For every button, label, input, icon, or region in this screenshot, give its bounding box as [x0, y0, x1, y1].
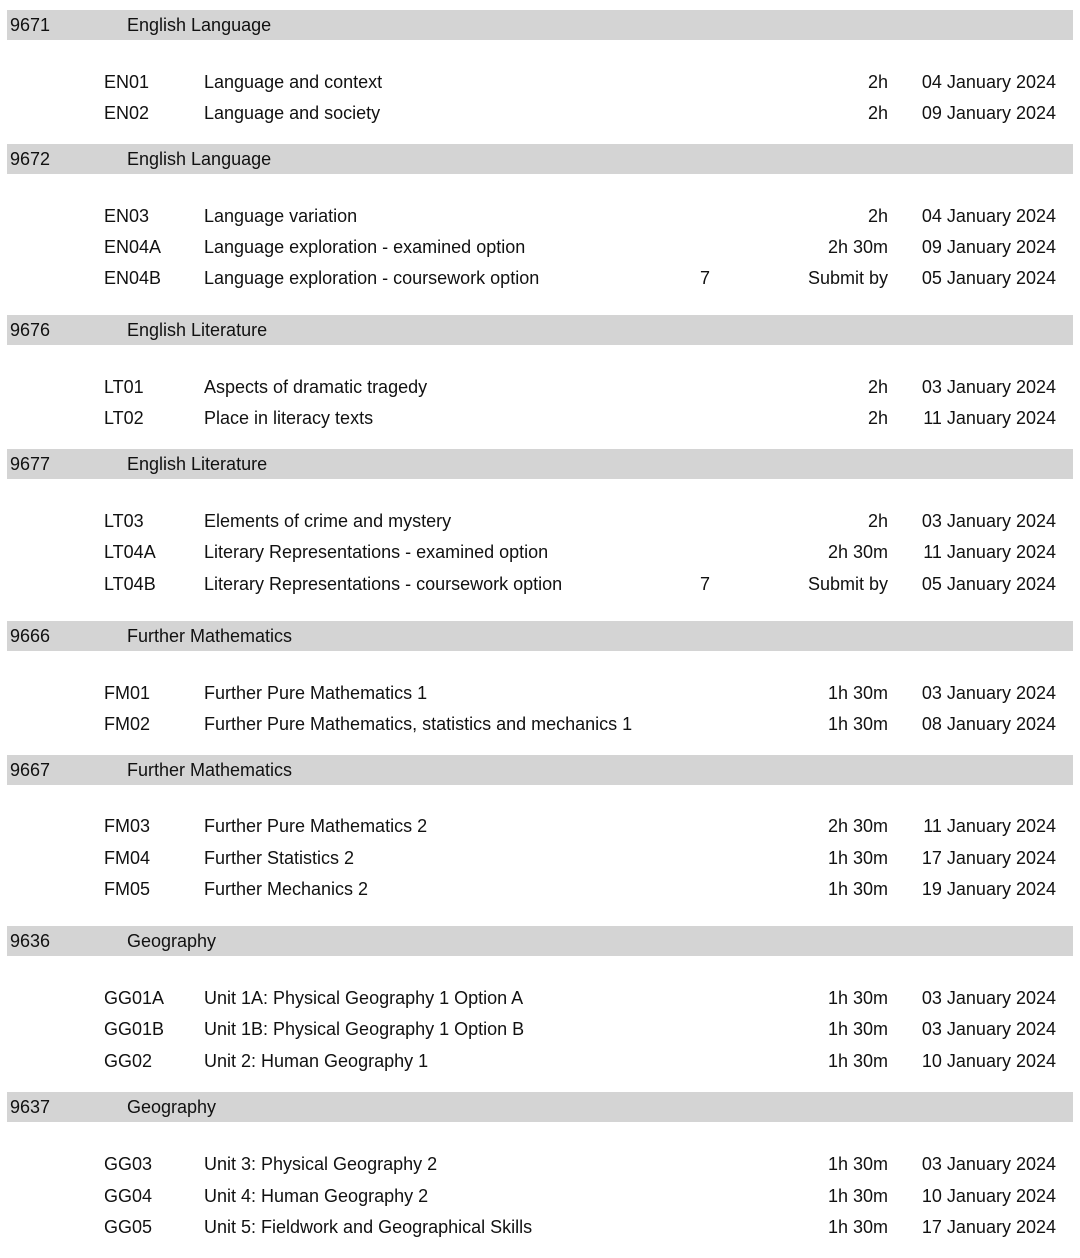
paper-coursework-note: 7 — [700, 574, 711, 594]
paper-title: Aspects of dramatic tragedy — [204, 377, 428, 397]
subject-code: 9672 — [10, 149, 51, 169]
paper-date: 08 January 2024 — [921, 714, 1056, 734]
paper-row — [0, 846, 1080, 870]
paper-duration: 1h 30m — [827, 848, 888, 868]
subject-title: Geography — [127, 1097, 217, 1117]
paper-title: Language and society — [204, 103, 381, 123]
subject-code: 9666 — [10, 626, 51, 646]
paper-date: 04 January 2024 — [921, 72, 1056, 92]
paper-date: 03 January 2024 — [921, 1154, 1056, 1174]
paper-date: 17 January 2024 — [921, 848, 1056, 868]
paper-row — [0, 235, 1080, 259]
paper-row — [0, 509, 1080, 533]
subject-title: English Language — [127, 15, 272, 35]
paper-title: Literary Representations - coursework option — [204, 574, 563, 594]
paper-date: 03 January 2024 — [921, 988, 1056, 1008]
paper-duration: 1h 30m — [827, 879, 888, 899]
paper-date: 03 January 2024 — [921, 683, 1056, 703]
paper-date: 05 January 2024 — [921, 268, 1056, 288]
paper-date: 11 January 2024 — [923, 542, 1056, 562]
paper-duration: 2h — [867, 511, 888, 531]
paper-duration: 1h 30m — [827, 1051, 888, 1071]
paper-row — [0, 1017, 1080, 1041]
paper-date: 10 January 2024 — [921, 1051, 1056, 1071]
paper-duration: Submit by — [807, 268, 888, 288]
paper-duration: 2h — [867, 206, 888, 226]
paper-duration: 2h — [867, 103, 888, 123]
paper-code: EN02 — [104, 103, 150, 123]
paper-duration: 2h 30m — [827, 237, 888, 257]
paper-row — [0, 1152, 1080, 1176]
paper-row — [0, 70, 1080, 94]
paper-row — [0, 1215, 1080, 1239]
paper-title: Further Statistics 2 — [204, 848, 355, 868]
paper-title: Unit 5: Fieldwork and Geographical Skills — [204, 1217, 533, 1237]
paper-title: Language exploration - examined option — [204, 237, 526, 257]
subject-title: Geography — [127, 931, 217, 951]
paper-code: EN04A — [104, 237, 162, 257]
paper-duration: 1h 30m — [827, 1186, 888, 1206]
paper-code: LT02 — [104, 408, 144, 428]
paper-date: 09 January 2024 — [921, 103, 1056, 123]
paper-coursework-note: 7 — [700, 268, 711, 288]
subject-title: Further Mathematics — [127, 760, 293, 780]
paper-title: Further Pure Mathematics 1 — [204, 683, 428, 703]
paper-title: Elements of crime and mystery — [204, 511, 452, 531]
subject-header — [7, 144, 1073, 174]
paper-row — [0, 681, 1080, 705]
paper-title: Unit 2: Human Geography 1 — [204, 1051, 429, 1071]
paper-code: GG02 — [104, 1051, 153, 1071]
paper-duration: 2h — [867, 377, 888, 397]
paper-row — [0, 266, 1080, 290]
paper-title: Language and context — [204, 72, 383, 92]
paper-title: Further Pure Mathematics, statistics and mechanics 1 — [204, 714, 633, 734]
paper-title: Literary Representations - examined option — [204, 542, 549, 562]
subject-header — [7, 10, 1073, 40]
paper-code: EN04B — [104, 268, 162, 288]
paper-title: Language exploration - coursework option — [204, 268, 540, 288]
paper-row — [0, 204, 1080, 228]
paper-code: FM04 — [104, 848, 151, 868]
subject-header — [7, 315, 1073, 345]
subject-header — [7, 755, 1073, 785]
paper-code: LT04B — [104, 574, 156, 594]
paper-date: 05 January 2024 — [921, 574, 1056, 594]
paper-code: EN03 — [104, 206, 150, 226]
paper-row — [0, 1049, 1080, 1073]
subject-title: English Literature — [127, 320, 268, 340]
subject-code: 9677 — [10, 454, 51, 474]
paper-title: Further Pure Mathematics 2 — [204, 816, 428, 836]
paper-duration: 2h 30m — [827, 542, 888, 562]
paper-duration: 1h 30m — [827, 988, 888, 1008]
paper-duration: 1h 30m — [827, 1217, 888, 1237]
subject-code: 9676 — [10, 320, 51, 340]
paper-date: 04 January 2024 — [921, 206, 1056, 226]
subject-code: 9637 — [10, 1097, 51, 1117]
paper-code: GG01A — [104, 988, 165, 1008]
paper-date: 03 January 2024 — [921, 511, 1056, 531]
paper-duration: 2h — [867, 72, 888, 92]
paper-code: GG03 — [104, 1154, 153, 1174]
subject-header — [7, 449, 1073, 479]
subject-title: English Literature — [127, 454, 268, 474]
paper-title: Unit 3: Physical Geography 2 — [204, 1154, 438, 1174]
paper-code: EN01 — [104, 72, 150, 92]
subject-title: English Language — [127, 149, 272, 169]
subject-header — [7, 621, 1073, 651]
paper-code: GG04 — [104, 1186, 153, 1206]
subject-code: 9671 — [10, 15, 51, 35]
paper-code: FM05 — [104, 879, 151, 899]
paper-row — [0, 406, 1080, 430]
subject-code: 9636 — [10, 931, 51, 951]
paper-duration: Submit by — [807, 574, 888, 594]
paper-date: 10 January 2024 — [921, 1186, 1056, 1206]
paper-title: Unit 4: Human Geography 2 — [204, 1186, 429, 1206]
paper-row — [0, 101, 1080, 125]
subject-code: 9667 — [10, 760, 51, 780]
paper-code: GG01B — [104, 1019, 165, 1039]
paper-row — [0, 814, 1080, 838]
paper-duration: 2h 30m — [827, 816, 888, 836]
paper-title: Further Mechanics 2 — [204, 879, 369, 899]
paper-code: FM03 — [104, 816, 151, 836]
paper-row — [0, 1184, 1080, 1208]
paper-row — [0, 572, 1080, 596]
paper-row — [0, 540, 1080, 564]
paper-date: 03 January 2024 — [921, 377, 1056, 397]
subject-title: Further Mathematics — [127, 626, 293, 646]
paper-date: 09 January 2024 — [921, 237, 1056, 257]
paper-code: LT03 — [104, 511, 144, 531]
paper-date: 03 January 2024 — [921, 1019, 1056, 1039]
paper-row — [0, 986, 1080, 1010]
paper-code: FM01 — [104, 683, 151, 703]
paper-duration: 1h 30m — [827, 1154, 888, 1174]
paper-row — [0, 375, 1080, 399]
paper-date: 19 January 2024 — [921, 879, 1056, 899]
paper-duration: 1h 30m — [827, 683, 888, 703]
paper-date: 17 January 2024 — [921, 1217, 1056, 1237]
paper-title: Place in literacy texts — [204, 408, 374, 428]
paper-title: Language variation — [204, 206, 358, 226]
paper-duration: 1h 30m — [827, 714, 888, 734]
paper-code: LT04A — [104, 542, 156, 562]
paper-code: LT01 — [104, 377, 144, 397]
subject-header — [7, 1092, 1073, 1122]
paper-duration: 2h — [867, 408, 888, 428]
paper-title: Unit 1A: Physical Geography 1 Option A — [204, 988, 524, 1008]
subject-header — [7, 926, 1073, 956]
paper-title: Unit 1B: Physical Geography 1 Option B — [204, 1019, 525, 1039]
paper-row — [0, 877, 1080, 901]
paper-code: FM02 — [104, 714, 151, 734]
paper-duration: 1h 30m — [827, 1019, 888, 1039]
paper-date: 11 January 2024 — [923, 408, 1056, 428]
paper-date: 11 January 2024 — [923, 816, 1056, 836]
paper-code: GG05 — [104, 1217, 153, 1237]
paper-row — [0, 712, 1080, 736]
